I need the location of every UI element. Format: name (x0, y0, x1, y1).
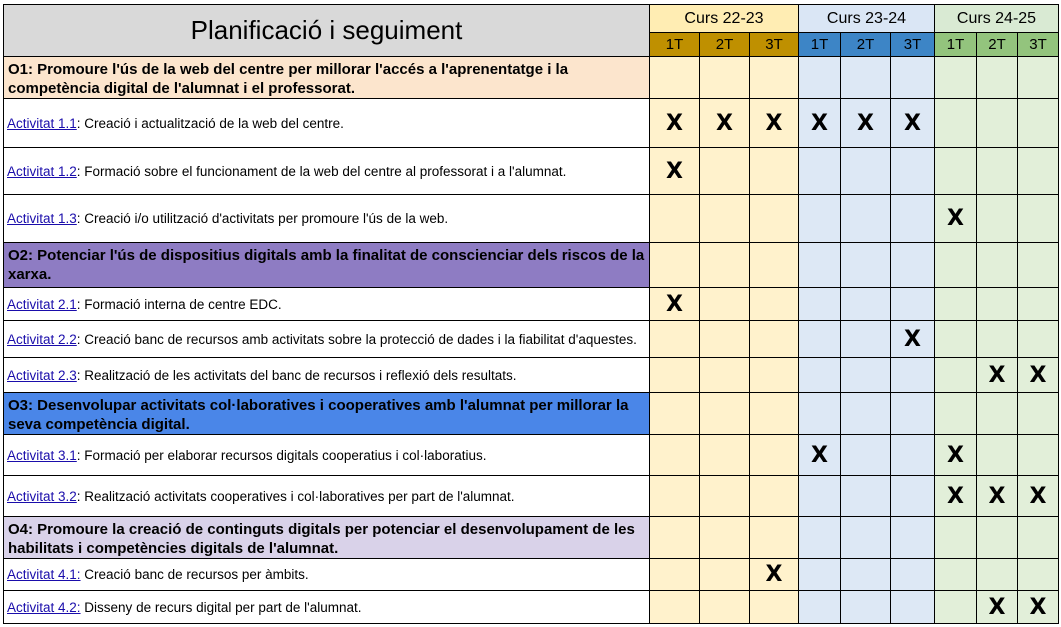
term-cell (977, 243, 1018, 288)
activity-link[interactable]: Activitat 4.1: (7, 567, 81, 582)
objective-row (4, 517, 1059, 559)
scheduled-mark: X (935, 476, 977, 517)
term-cell (841, 591, 891, 624)
activity-row (4, 435, 1059, 476)
term-cell (935, 321, 977, 358)
term-cell (891, 243, 935, 288)
term-cell (650, 435, 700, 476)
activity-text: : Formació per elaborar recursos digitals cooperatius i col·laboratius. (76, 447, 487, 463)
term-cell (977, 57, 1018, 99)
term-header: 2T (700, 33, 750, 57)
term-cell (799, 559, 841, 591)
year-header: Curs 24-25 (935, 5, 1059, 33)
term-cell (935, 57, 977, 99)
activity-description (4, 195, 650, 243)
term-cell (935, 393, 977, 435)
activity-description (4, 148, 650, 195)
activity-description (4, 358, 650, 393)
term-cell (700, 358, 750, 393)
term-cell (1018, 57, 1059, 99)
term-cell (700, 57, 750, 99)
term-cell (799, 393, 841, 435)
term-cell (1018, 243, 1059, 288)
term-cell (977, 99, 1018, 148)
term-cell (650, 57, 700, 99)
term-cell (841, 476, 891, 517)
page-title: Planificació i seguiment (4, 5, 650, 57)
term-cell (799, 321, 841, 358)
activity-link[interactable]: Activitat 4.2: (7, 599, 81, 615)
term-cell (700, 288, 750, 321)
term-cell (977, 148, 1018, 195)
term-header: 3T (1018, 33, 1059, 57)
term-cell (750, 243, 799, 288)
activity-text: : Creació banc de recursos amb activitats sobre la protecció de dades i la fiabilitat d'aquestes. (76, 331, 637, 347)
term-cell (841, 435, 891, 476)
year-header: Curs 22-23 (650, 5, 799, 33)
scheduled-mark: X (977, 358, 1018, 393)
term-cell (650, 591, 700, 624)
activity-link[interactable]: Activitat 3.1 (7, 447, 77, 463)
term-cell (750, 358, 799, 393)
term-cell (650, 358, 700, 393)
term-cell (891, 435, 935, 476)
term-cell (935, 288, 977, 321)
term-cell (650, 243, 700, 288)
activity-text: : Formació sobre el funcionament de la web del centre al professorat i a l'alumnat. (76, 163, 567, 179)
term-cell (891, 591, 935, 624)
term-header: 1T (799, 33, 841, 57)
term-cell (799, 288, 841, 321)
term-cell (650, 321, 700, 358)
term-cell (891, 517, 935, 559)
activity-text: : Creació i/o utilització d'activitats per promoure l'ús de la web. (76, 211, 449, 226)
objective-title: O4: Promoure la creació de continguts digitals per potenciar el desenvolupament de les habilitats i competències digitals de l'alumnat. (4, 517, 650, 559)
scheduled-mark: X (650, 288, 700, 321)
term-cell (750, 517, 799, 559)
scheduled-mark: X (891, 321, 935, 358)
term-cell (799, 358, 841, 393)
term-cell (650, 393, 700, 435)
term-cell (700, 148, 750, 195)
term-cell (935, 591, 977, 624)
term-cell (977, 288, 1018, 321)
term-cell (977, 195, 1018, 243)
scheduled-mark: X (935, 435, 977, 476)
term-header: 1T (935, 33, 977, 57)
term-cell (750, 57, 799, 99)
activity-link[interactable]: Activitat 2.1 (7, 296, 77, 312)
term-cell (700, 517, 750, 559)
term-cell (935, 148, 977, 195)
scheduled-mark: X (650, 99, 700, 148)
activity-row (4, 358, 1059, 393)
scheduled-mark: X (799, 435, 841, 476)
term-cell (891, 148, 935, 195)
activity-row (4, 288, 1059, 321)
term-cell (891, 57, 935, 99)
term-cell (750, 321, 799, 358)
term-cell (841, 195, 891, 243)
term-cell (750, 148, 799, 195)
term-cell (977, 435, 1018, 476)
term-cell (799, 57, 841, 99)
term-cell (650, 476, 700, 517)
term-cell (750, 195, 799, 243)
activity-description (4, 321, 650, 358)
term-cell (750, 591, 799, 624)
term-cell (750, 393, 799, 435)
term-cell (1018, 321, 1059, 358)
term-cell (891, 393, 935, 435)
objective-row (4, 57, 1059, 99)
activity-description (4, 591, 650, 624)
term-cell (977, 517, 1018, 559)
objective-title: O1: Promoure l'ús de la web del centre per millorar l'accés a l'aprenentatge i la competència digital de l'alumnat i el professorat. (4, 57, 650, 99)
term-cell (935, 243, 977, 288)
activity-link[interactable]: Activitat 2.2 (7, 331, 77, 347)
term-cell (841, 243, 891, 288)
term-cell (700, 195, 750, 243)
objective-row (4, 393, 1059, 435)
activity-row (4, 591, 1059, 624)
activity-link[interactable]: Activitat 1.2 (7, 163, 77, 179)
activity-row (4, 195, 1059, 243)
activity-link[interactable]: Activitat 1.1 (7, 115, 77, 131)
objective-title: O2: Potenciar l'ús de dispositius digitals amb la finalitat de conscienciar dels riscos de la xarxa. (4, 243, 650, 288)
activity-text: Disseny de recurs digital per part de l'alumnat. (80, 599, 362, 615)
term-cell (700, 435, 750, 476)
term-cell (1018, 517, 1059, 559)
term-cell (977, 321, 1018, 358)
activity-description (4, 99, 650, 148)
term-cell (750, 288, 799, 321)
term-header: 3T (891, 33, 935, 57)
activity-text: : Formació interna de centre EDC. (76, 296, 282, 312)
term-cell (700, 476, 750, 517)
scheduled-mark: X (1018, 476, 1059, 517)
term-cell (1018, 393, 1059, 435)
term-cell (935, 517, 977, 559)
term-cell (799, 243, 841, 288)
activity-text: : Creació i actualització de la web del centre. (76, 115, 344, 131)
scheduled-mark: X (841, 99, 891, 148)
term-cell (799, 476, 841, 517)
scheduled-mark: X (1018, 591, 1059, 624)
term-cell (891, 559, 935, 591)
activity-row (4, 559, 1059, 591)
term-cell (1018, 559, 1059, 591)
term-header: 2T (841, 33, 891, 57)
term-cell (700, 321, 750, 358)
term-cell (841, 517, 891, 559)
term-cell (650, 559, 700, 591)
term-cell (977, 559, 1018, 591)
term-cell (650, 195, 700, 243)
activity-description (4, 435, 650, 476)
term-cell (841, 358, 891, 393)
term-cell (1018, 288, 1059, 321)
term-cell (841, 57, 891, 99)
term-cell (891, 476, 935, 517)
objective-title: O3: Desenvolupar activitats col·laboratives i cooperatives amb l'alumnat per millorar la seva competència digital. (4, 393, 650, 435)
term-cell (891, 195, 935, 243)
scheduled-mark: X (750, 99, 799, 148)
term-cell (700, 591, 750, 624)
activity-row (4, 476, 1059, 517)
term-header: 3T (750, 33, 799, 57)
scheduled-mark: X (700, 99, 750, 148)
activity-row (4, 99, 1059, 148)
planning-table (3, 4, 1059, 624)
term-cell (891, 288, 935, 321)
term-header: 1T (650, 33, 700, 57)
header-row-years (4, 5, 1059, 33)
term-cell (799, 591, 841, 624)
scheduled-mark: X (891, 99, 935, 148)
scheduled-mark: X (977, 591, 1018, 624)
activity-row (4, 148, 1059, 195)
scheduled-mark: X (1018, 358, 1059, 393)
scheduled-mark: X (750, 559, 799, 591)
term-cell (841, 321, 891, 358)
term-cell (841, 393, 891, 435)
activity-row (4, 321, 1059, 358)
term-cell (891, 358, 935, 393)
term-header: 2T (977, 33, 1018, 57)
year-header: Curs 23-24 (799, 5, 935, 33)
term-cell (841, 288, 891, 321)
term-cell (935, 99, 977, 148)
term-cell (700, 559, 750, 591)
term-cell (799, 517, 841, 559)
term-cell (799, 195, 841, 243)
activity-text: : Realització activitats cooperatives i col·laboratives per part de l'alumnat. (76, 488, 515, 504)
term-cell (841, 559, 891, 591)
scheduled-mark: X (977, 476, 1018, 517)
activity-link[interactable]: Activitat 1.3 (7, 211, 77, 226)
objective-row (4, 243, 1059, 288)
term-cell (700, 393, 750, 435)
activity-description (4, 288, 650, 321)
scheduled-mark: X (650, 148, 700, 195)
activity-description (4, 476, 650, 517)
term-cell (799, 148, 841, 195)
term-cell (977, 393, 1018, 435)
activity-link[interactable]: Activitat 3.2 (7, 488, 77, 504)
activity-text: Creació banc de recursos per àmbits. (80, 567, 309, 582)
term-cell (700, 243, 750, 288)
term-cell (1018, 148, 1059, 195)
activity-link[interactable]: Activitat 2.3 (7, 367, 77, 383)
term-cell (750, 435, 799, 476)
scheduled-mark: X (935, 195, 977, 243)
activity-description (4, 559, 650, 591)
scheduled-mark: X (799, 99, 841, 148)
term-cell (1018, 435, 1059, 476)
term-cell (1018, 99, 1059, 148)
term-cell (650, 517, 700, 559)
term-cell (1018, 195, 1059, 243)
activity-text: : Realització de les activitats del banc de recursos i reflexió dels resultats. (76, 367, 517, 383)
term-cell (750, 476, 799, 517)
term-cell (935, 559, 977, 591)
term-cell (841, 148, 891, 195)
term-cell (935, 358, 977, 393)
